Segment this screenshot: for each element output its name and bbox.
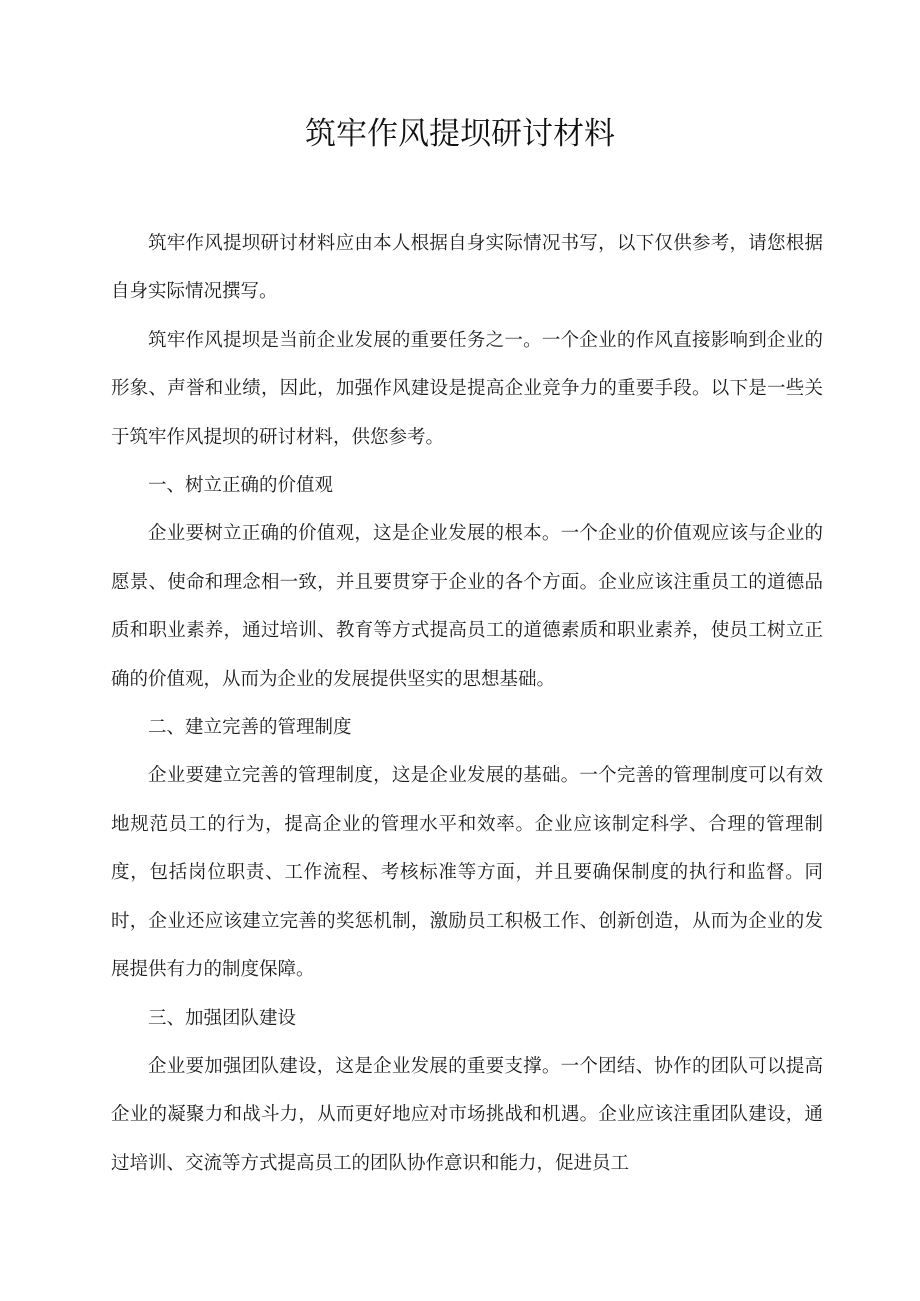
overview-paragraph: 筑牢作风提坝是当前企业发展的重要任务之一。一个企业的作风直接影响到企业的形象、声誉和业绩，因此，加强作风建设是提高企业竞争力的重要手段。以下是一些关于筑牢作风提坝的研讨材料，供您参考。 xyxy=(111,329,823,448)
section-heading-management: 二、建立完善的管理制度 xyxy=(148,717,352,739)
section-heading-values: 一、树立正确的价值观 xyxy=(148,475,334,497)
section-body-values: 企业要树立正确的价值观，这是企业发展的根本。一个企业的价值观应该与企业的愿景、使命和理念相一致，并且要贯穿于企业的各个方面。企业应该注重员工的道德品质和职业素养，通过培训、教育等方式提高员工的道德素质和职业素养，使员工树立正确的价值观，从而为企业的发展提供坚实的思想基础。 xyxy=(111,523,823,690)
document-body xyxy=(111,220,823,1188)
section-heading-team: 三、加强团队建设 xyxy=(148,1007,297,1029)
section-body-management: 企业要建立完善的管理制度，这是企业发展的基础。一个完善的管理制度可以有效地规范员工的行为，提高企业的管理水平和效率。企业应该制定科学、合理的管理制度，包括岗位职责、工作流程、考核标准等方面，并且要确保制度的执行和监督。同时，企业还应该建立完善的奖惩机制，激励员工积极工作、创新创造，从而为企业的发展提供有力的制度保障。 xyxy=(111,765,823,981)
section-body-team: 企业要加强团队建设，这是企业发展的重要支撑。一个团结、协作的团队可以提高企业的凝聚力和战斗力，从而更好地应对市场挑战和机遇。企业应该注重团队建设，通过培训、交流等方式提高员工的团队协作意识和能力，促进员工 xyxy=(111,1055,823,1174)
intro-note-paragraph: 筑牢作风提坝研讨材料应由本人根据自身实际情况书写，以下仅供参考，请您根据自身实际情况撰写。 xyxy=(111,233,823,303)
document-title: 筑牢作风提坝研讨材料 xyxy=(305,116,615,152)
